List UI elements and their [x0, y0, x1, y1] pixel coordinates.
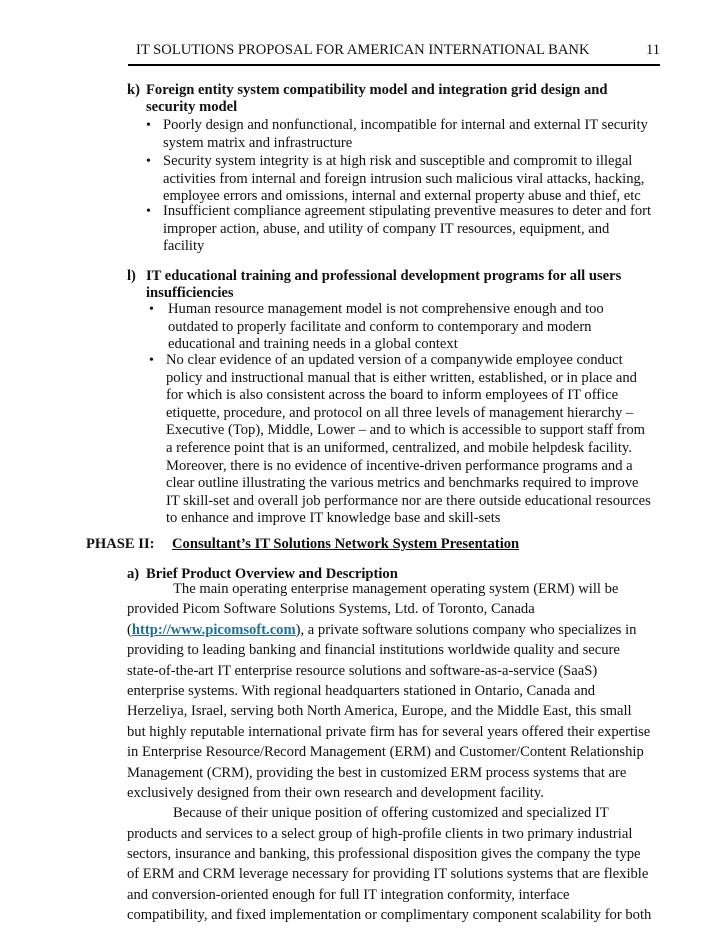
picomsoft-link[interactable]: http://www.picomsoft.com [131, 621, 296, 638]
bullet-line: system matrix and infrastructure [163, 134, 353, 151]
paragraph-line: Management (CRM), providing the best in customized ERM process systems that are [127, 764, 627, 781]
paragraph-line: products and services to a select group of high-profile clients in two primary industrial [127, 825, 633, 842]
bullet-line: for which is also consistent across the board to inform employees of IT office [166, 387, 619, 404]
paragraph-line: exclusively designed from their own research and development facility. [127, 784, 544, 801]
phase-title: Consultant’s IT Solutions Network System Presentation [172, 536, 520, 552]
paragraph-line: state-of-the-art IT enterprise resource solutions and software-as-a-service (SaaS) [127, 662, 598, 679]
paragraph-line: Because of their unique position of offering customized and specialized IT [173, 805, 609, 822]
heading-line: Foreign entity system compatibility model and integration grid design and [146, 82, 608, 98]
bullet-line: Moreover, there is no evidence of incentive-driven performance programs and a [166, 457, 633, 474]
bullet-line: Insufficient compliance agreement stipulating preventive measures to deter and fort [163, 203, 652, 219]
paragraph-line: in Enterprise Resource/Record Management (ERM) and Customer/Content Relationship [127, 744, 644, 761]
section-a-label: a) [127, 566, 140, 582]
bullet-item [149, 352, 651, 528]
bullet-line: educational and training needs in a global context [168, 336, 458, 353]
bullet-icon: • [146, 118, 151, 133]
bullet-line: IT skill-set and overall job performance nor are there outside educational resources [166, 492, 651, 509]
section-a-body [127, 579, 651, 926]
bullet-line: improper action, abuse, and utility of company IT resources, equipment, and [163, 220, 610, 237]
bullet-item [146, 153, 644, 206]
bullet-line: etiquette, procedure, and protocol on all three levels of management hierarchy – [166, 404, 634, 421]
bullet-line: clear outline illustrating the various metrics and benchmarks required to improve [166, 475, 639, 492]
phase-label: PHASE II: [86, 536, 155, 552]
page-number: 11 [645, 42, 660, 58]
bullet-line: Security system integrity is at high risk and susceptible and compromit to illegal [163, 153, 633, 169]
paragraph-line: sectors, insurance and banking, this professional disposition gives the company the type [127, 846, 641, 863]
paragraph-line: but highly reputable international private firm has for several years offered their expertise [127, 723, 651, 740]
bullet-line: facility [163, 238, 205, 255]
section-k-label: k) [127, 82, 140, 98]
paragraph-line: providing to leading banking and financial institutions worldwide quality and secure [127, 642, 620, 659]
paragraph-line: enterprise systems. With regional headquarters stationed in Ontario, Canada and [127, 682, 596, 699]
bullet-line: to enhance and improve IT knowledge base and skill-sets [166, 510, 501, 527]
bullet-line: Executive (Top), Middle, Lower – and to which is accessible to support staff from [166, 422, 645, 439]
heading-line: IT educational training and professional development programs for all users [146, 268, 622, 284]
heading-line: insufficiencies [146, 285, 234, 301]
section-a-title: Brief Product Overview and Description [146, 566, 398, 582]
bullet-line: Poorly design and nonfunctional, incompatible for internal and external IT security [163, 117, 648, 133]
paragraph-line: of ERM and CRM leverage necessary for providing IT solutions systems that are flexible [127, 866, 649, 883]
bullet-item [146, 117, 648, 152]
paragraph-line: and conversion-oriented enough for full IT integration conformity, interface [127, 886, 570, 903]
bullet-item [146, 203, 651, 256]
section-l-label: l) [127, 268, 136, 284]
heading-line: security model [146, 99, 238, 115]
running-header [136, 42, 660, 62]
bullet-item [149, 301, 604, 354]
link-trailing-text: ), a private software solutions company who specializes in [295, 621, 637, 638]
bullet-line: policy and instructional manual that is either written, established, or in place and [166, 369, 637, 386]
bullet-icon: • [149, 353, 154, 368]
paragraph-line: compatibility, and fixed implementation or complimentary component scalability for both [127, 907, 652, 924]
paragraph-line-with-link [127, 620, 651, 640]
paragraph-line: provided Picom Software Solutions Systems, Ltd. of Toronto, Canada [127, 601, 535, 618]
bullet-line: activities from internal and foreign intrusion such malicious viral attacks, hacking, [163, 170, 645, 187]
bullet-line: a reference point that is an uniformed, centralized, and mobile helpdesk facility. [166, 439, 632, 456]
bullet-icon: • [149, 302, 154, 317]
bullet-line: Human resource management model is not comprehensive enough and too [168, 301, 604, 317]
header-title: IT SOLUTIONS PROPOSAL FOR AMERICAN INTERNATIONAL BANK [136, 42, 590, 58]
bullet-line: outdated to properly facilitate and conform to contemporary and modern [168, 318, 592, 335]
paragraph-line: Herzeliya, Israel, serving both North America, Europe, and the Middle East, this small [127, 703, 632, 720]
header-rule [128, 64, 660, 66]
bullet-line: No clear evidence of an updated version of a companywide employee conduct [166, 352, 623, 368]
paragraph-line: The main operating enterprise management operating system (ERM) will be [173, 581, 619, 597]
bullet-icon: • [146, 204, 151, 219]
link-open-paren: ( [127, 621, 132, 638]
bullet-icon: • [146, 154, 151, 169]
bullet-line: employee errors and omissions, internal and external property abuse and thief, etc [163, 188, 641, 205]
